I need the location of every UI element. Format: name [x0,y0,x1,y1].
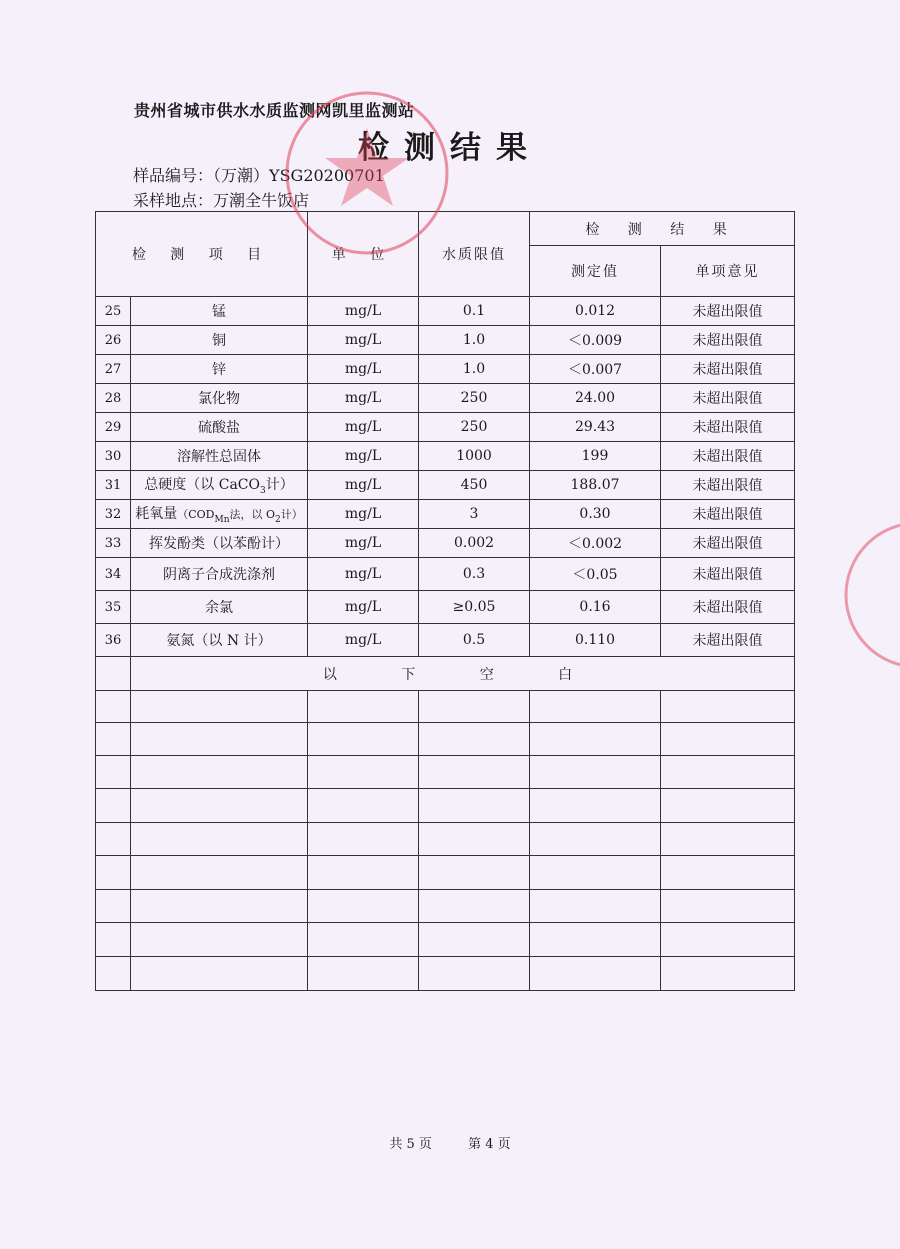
results-table [95,211,795,991]
empty-row [96,691,795,723]
measured-cell: 199 [530,442,661,471]
row-number: 30 [96,442,131,471]
item-name: 溶解性总固体 [131,442,308,471]
blank-marker: 以 下 空 白 [131,657,795,691]
measured-cell: 188.07 [530,471,661,500]
item-name: 总硬度（以 CaCO$_3$计） [131,471,308,500]
empty-row [96,823,795,856]
organization-name: 贵州省城市供水水质监测网凯里监测站 [134,101,415,120]
unit-cell: mg/L [308,558,419,591]
limit-cell: 250 [419,384,530,413]
empty-row [96,756,795,789]
row-number: 25 [96,297,131,326]
row-number: 28 [96,384,131,413]
unit-cell: mg/L [308,355,419,384]
table-row [96,624,795,657]
limit-cell: 0.002 [419,529,530,558]
unit-cell: mg/L [308,500,419,529]
item-name: 余氯 [131,591,308,624]
limit-cell: 0.5 [419,624,530,657]
unit-cell: mg/L [308,471,419,500]
table-row [96,471,795,500]
header-item: 检 测 项 目 [96,212,308,297]
table-row [96,355,795,384]
opinion-cell: 未超出限值 [661,558,795,591]
unit-cell: mg/L [308,529,419,558]
limit-cell: 1000 [419,442,530,471]
opinion-cell: 未超出限值 [661,500,795,529]
limit-cell: 250 [419,413,530,442]
sample-number [133,163,385,186]
limit-cell: 0.3 [419,558,530,591]
limit-cell: 1.0 [419,355,530,384]
row-number: 29 [96,413,131,442]
table-row [96,326,795,355]
opinion-cell: 未超出限值 [661,297,795,326]
table-row [96,297,795,326]
row-number: 33 [96,529,131,558]
row-number: 35 [96,591,131,624]
sampling-location-value: 万潮全牛饭店 [213,191,310,210]
row-number: 36 [96,624,131,657]
page-footer [0,1133,900,1152]
current-page: 第 4 页 [468,1137,511,1152]
opinion-cell: 未超出限值 [661,471,795,500]
row-number: 31 [96,471,131,500]
total-pages: 共 5 页 [389,1137,432,1152]
table-row [96,558,795,591]
sample-number-label: 样品编号： [133,166,214,185]
limit-cell: 0.1 [419,297,530,326]
row-number: 27 [96,355,131,384]
table-row [96,384,795,413]
header-results: 检 测 结 果 [530,212,795,246]
table-row [96,529,795,558]
opinion-cell: 未超出限值 [661,591,795,624]
unit-cell: mg/L [308,326,419,355]
empty-row [96,923,795,957]
table-row [96,500,795,529]
row-number: 32 [96,500,131,529]
blank-marker-row [96,657,795,691]
opinion-cell: 未超出限值 [661,529,795,558]
page-title: 检测结果 [358,130,542,166]
measured-cell: ＜0.05 [530,558,661,591]
sample-number-value: （万潮）YSG20200701 [213,166,385,185]
item-name: 阴离子合成洗涤剂 [131,558,308,591]
row-number: 26 [96,326,131,355]
opinion-cell: 未超出限值 [661,384,795,413]
partial-seal [838,515,900,675]
measured-cell: 0.110 [530,624,661,657]
header-measured: 测定值 [530,246,661,297]
sampling-location-label: 采样地点： [133,191,214,210]
empty-row [96,789,795,823]
limit-cell: ≥0.05 [419,591,530,624]
sampling-location [133,188,309,211]
empty-row [96,856,795,890]
unit-cell: mg/L [308,442,419,471]
measured-cell: ＜0.007 [530,355,661,384]
header-limit: 水质限值 [419,212,530,297]
item-name: 氯化物 [131,384,308,413]
measured-cell: ＜0.002 [530,529,661,558]
header-unit: 单 位 [308,212,419,297]
limit-cell: 3 [419,500,530,529]
item-name: 锌 [131,355,308,384]
measured-cell: 0.012 [530,297,661,326]
opinion-cell: 未超出限值 [661,442,795,471]
table-row [96,591,795,624]
empty-row [96,890,795,923]
unit-cell: mg/L [308,413,419,442]
unit-cell: mg/L [308,624,419,657]
limit-cell: 450 [419,471,530,500]
opinion-cell: 未超出限值 [661,355,795,384]
item-name: 硫酸盐 [131,413,308,442]
opinion-cell: 未超出限值 [661,326,795,355]
measured-cell: 0.30 [530,500,661,529]
limit-cell: 1.0 [419,326,530,355]
measured-cell: 24.00 [530,384,661,413]
empty-row [96,723,795,756]
opinion-cell: 未超出限值 [661,624,795,657]
measured-cell: 29.43 [530,413,661,442]
opinion-cell: 未超出限值 [661,413,795,442]
measured-cell: ＜0.009 [530,326,661,355]
header-opinion: 单项意见 [661,246,795,297]
unit-cell: mg/L [308,297,419,326]
empty-row [96,957,795,991]
table-row [96,442,795,471]
table-row [96,413,795,442]
item-name: 挥发酚类（以苯酚计） [131,529,308,558]
unit-cell: mg/L [308,384,419,413]
item-name: 耗氧量（$COD_{Mn}$法，以 $O_2$计） [131,500,308,529]
item-name: 锰 [131,297,308,326]
row-number: 34 [96,558,131,591]
unit-cell: mg/L [308,591,419,624]
measured-cell: 0.16 [530,591,661,624]
item-name: 铜 [131,326,308,355]
item-name: 氨氮（以 N 计） [131,624,308,657]
